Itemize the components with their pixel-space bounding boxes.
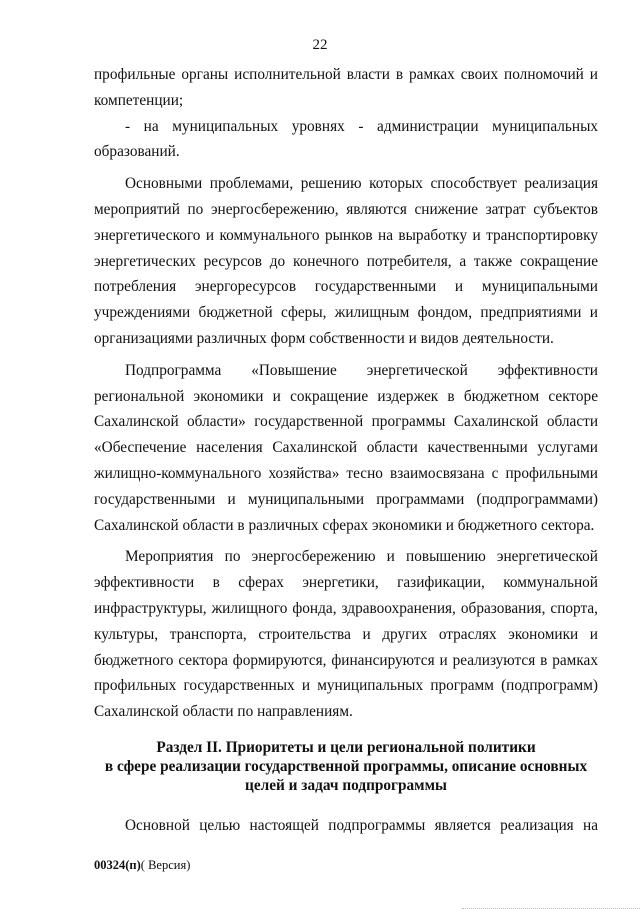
section-heading-line: целей и задач подпрограммы xyxy=(245,776,447,794)
paragraph-measures: Мероприятия по энергосбережению и повышению энергетической эффективности в сферах энергетики, газификации, коммунальной инфраструктуры, жилищного фонда, здравоохранения, образования, спорта, культуры, транспорта, строительства и других отраслях экономики и бюджетного сектора формируются, финансируются и реализуются в рамках профильных государственных и муниципальных программ (подпрограмм) Сахалинской области по направлениям. xyxy=(94,548,598,721)
paragraph-municipal-level: - на муниципальных уровнях - администрации муниципальных образований. xyxy=(94,117,598,161)
section-heading xyxy=(94,738,598,795)
paragraph-main-goal: Основной целью настоящей подпрограммы является реализация на xyxy=(125,816,598,834)
paragraph-continuation: профильные органы исполнительной власти в рамках своих полномочий и компетенции; xyxy=(94,66,598,109)
page-number: 22 xyxy=(312,37,328,53)
section-heading-line: в сфере реализации государственной программы, описание основных xyxy=(104,757,588,775)
document-body xyxy=(94,62,598,839)
section-heading-line: Раздел II. Приоритеты и цели региональной политики xyxy=(156,738,536,756)
document-code-number: 00324(п) xyxy=(94,858,141,872)
document-code xyxy=(94,858,190,873)
paragraph-subprogram: Подпрограмма «Повышение энергетической эффективности региональной экономики и сокращение издержек в бюджетном секторе Сахалинской области» государственной программы Сахалинской области «Обеспечение населения Сахалинской области качественными услугами жилищно-коммунального хозяйства» тесно взаимосвязана с профильными государственными и муниципальными программами (подпрограммами) Сахалинской области в различных сферах экономики и бюджетного сектора. xyxy=(94,361,598,534)
paragraph-main-problems: Основными проблемами, решению которых способствует реализация мероприятий по энергосбережению, являются снижение затрат субъектов энергетического и коммунального рынков на выработку и транспортировку энергетических ресурсов до конечного потребителя, а также сокращение потребления энергоресурсов государственными и муниципальными учреждениями бюджетной сферы, жилищным фондом, предприятиями и организациями различных форм собственности и видов деятельности. xyxy=(94,175,598,347)
document-version-label: ( Версия) xyxy=(140,858,191,872)
footer-divider xyxy=(462,908,640,909)
